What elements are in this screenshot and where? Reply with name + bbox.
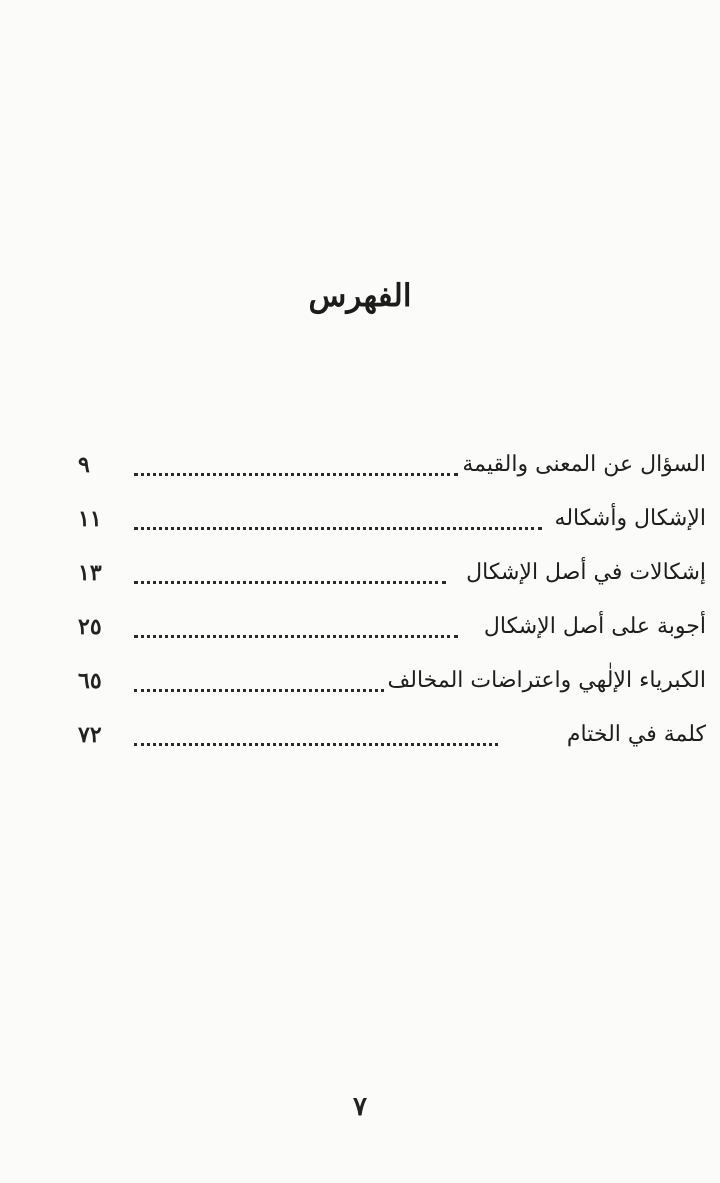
dot-leader	[134, 689, 384, 692]
toc-entry-5[interactable]	[78, 663, 708, 717]
toc-entry-title: كلمة في الختام	[566, 722, 706, 747]
dot-leader	[134, 581, 446, 584]
toc-entry-title: إشكالات في أصل الإشكال	[466, 560, 706, 585]
toc-entry-page: ١١	[78, 506, 102, 532]
toc-entry-page: ٢٥	[78, 614, 102, 640]
toc-entry-title: السؤال عن المعنى والقيمة	[462, 452, 706, 477]
dot-leader	[134, 527, 542, 530]
toc-entry-2[interactable]	[78, 501, 708, 555]
toc-entry-4[interactable]	[78, 609, 708, 663]
page-number: ٧	[353, 1092, 367, 1122]
toc-entry-6[interactable]	[78, 717, 708, 771]
dot-leader	[134, 635, 458, 638]
toc-entry-title: الإشكال وأشكاله	[554, 506, 706, 531]
toc-entry-page: ٩	[78, 452, 90, 478]
toc-entry-title: أجوبة على أصل الإشكال	[483, 614, 706, 639]
toc-entry-title: الكبرياء الإلٰهي واعتراضات المخالف	[387, 668, 706, 693]
toc-entry-page: ٦٥	[78, 668, 102, 694]
dot-leader	[134, 743, 498, 746]
table-of-contents	[78, 447, 708, 771]
dot-leader	[134, 473, 458, 476]
page-title: الفهرس	[308, 278, 412, 314]
toc-entry-page: ١٣	[78, 560, 102, 586]
toc-entry-page: ٧٢	[78, 722, 102, 748]
toc-entry-1[interactable]	[78, 447, 708, 501]
toc-entry-3[interactable]	[78, 555, 708, 609]
